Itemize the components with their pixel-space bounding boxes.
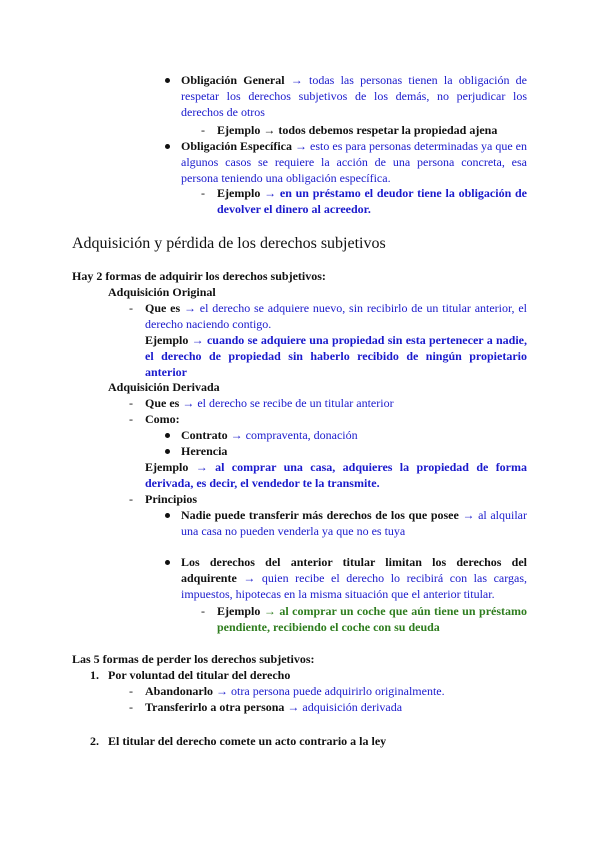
transferirlo-text: → adquisición derivada bbox=[287, 700, 403, 714]
principio-1-text: → al alquilar una casa no pueden venderla ya que no es tuya bbox=[181, 508, 527, 538]
herencia-label: Herencia bbox=[181, 444, 228, 458]
dash-icon: - bbox=[129, 700, 133, 714]
bullet-icon bbox=[165, 144, 170, 149]
original-example-label: Ejemplo bbox=[145, 333, 189, 347]
obligacion-especifica-label: Obligación Específica bbox=[181, 139, 293, 153]
abandonarlo-label: Abandonarlo bbox=[145, 684, 214, 698]
como-label: Como: bbox=[145, 412, 180, 426]
principio-2-text: → quien recibe el derecho lo recibirá con las cargas, impuestos, hipotecas en la misma situación que el anterior titular. bbox=[181, 571, 527, 601]
derivada-que-es-label: Que es bbox=[145, 396, 180, 410]
original-que-es bbox=[145, 300, 527, 332]
dash-icon: - bbox=[129, 412, 133, 426]
principios-label: Principios bbox=[145, 492, 198, 506]
obligacion-especifica-paragraph bbox=[181, 138, 527, 186]
original-example bbox=[145, 332, 527, 380]
perdida-item-2: El titular del derecho comete un acto contrario a la ley bbox=[108, 734, 387, 748]
adquisicion-intro: Hay 2 formas de adquirir los derechos subjetivos: bbox=[72, 269, 326, 283]
principio-2-example-text: → al comprar un coche que aún tiene un préstamo pendiente, recibiendo el coche con su deuda bbox=[217, 604, 528, 634]
derivada-example-label: Ejemplo bbox=[145, 460, 189, 474]
derivada-example bbox=[145, 459, 527, 491]
abandonarlo-item bbox=[145, 683, 445, 699]
adquisicion-original-title: Adquisición Original bbox=[108, 285, 216, 299]
contrato-label: Contrato bbox=[181, 428, 228, 442]
obligacion-general-label: Obligación General bbox=[181, 73, 285, 87]
perdida-item-1: Por voluntad del titular del derecho bbox=[108, 668, 291, 682]
oe-example-label: Ejemplo bbox=[217, 186, 261, 200]
principio-1-label: Nadie puede transferir más derechos de los que posee bbox=[181, 508, 459, 522]
bullet-icon bbox=[165, 513, 170, 518]
perdida-intro: Las 5 formas de perder los derechos subjetivos: bbox=[72, 652, 315, 666]
section-heading: Adquisición y pérdida de los derechos subjetivos bbox=[72, 235, 386, 252]
derivada-que-es-text: → el derecho se recibe de un titular anterior bbox=[182, 396, 394, 410]
oe-example bbox=[217, 185, 527, 217]
bullet-icon bbox=[165, 433, 170, 438]
obligacion-general-text: → todas las personas tienen la obligación de respetar los derechos subjetivos de los demás, no perjudicar los derechos de otros bbox=[181, 73, 527, 119]
og-example bbox=[217, 122, 497, 138]
principio-2 bbox=[181, 554, 527, 602]
obligacion-especifica-text: → esto es para personas determinadas ya que en algunos casos se requiere la acción de una persona concreta, esa persona teniendo una obligación específica. bbox=[181, 139, 528, 185]
dash-icon: - bbox=[129, 301, 133, 315]
obligacion-general-paragraph bbox=[181, 72, 527, 120]
oe-example-text: → en un préstamo el deudor tiene la obligación de devolver el dinero al acreedor. bbox=[217, 186, 528, 216]
original-example-text: → cuando se adquiere una propiedad sin esta pertenecer a nadie, el derecho de propiedad sin haberlo recibido de ningún propietario anterior bbox=[145, 333, 528, 379]
principio-2-example-label: Ejemplo bbox=[217, 604, 261, 618]
list-number: 1. bbox=[90, 668, 99, 682]
derivada-example-text: → al comprar una casa, adquieres la propiedad de forma derivada, es decir, el vendedor te la transmite. bbox=[145, 460, 528, 490]
bullet-icon bbox=[165, 449, 170, 454]
original-que-es-text: → el derecho se adquiere nuevo, sin recibirlo de un titular anterior, el derecho naciendo contigo. bbox=[145, 301, 527, 331]
abandonarlo-text: → otra persona puede adquirirlo originalmente. bbox=[216, 684, 445, 698]
adquisicion-derivada-title: Adquisición Derivada bbox=[108, 380, 220, 394]
dash-icon: - bbox=[201, 604, 205, 618]
dash-icon: - bbox=[129, 684, 133, 698]
contrato-item bbox=[181, 427, 358, 443]
dash-icon: - bbox=[201, 186, 205, 200]
principio-2-label: Los derechos del anterior titular limitan los derechos del adquirente bbox=[181, 555, 527, 585]
transferirlo-label: Transferirlo a otra persona bbox=[145, 700, 285, 714]
dash-icon: - bbox=[129, 396, 133, 410]
og-example-label: Ejemplo bbox=[217, 123, 261, 137]
derivada-que-es bbox=[145, 395, 394, 411]
dash-icon: - bbox=[201, 123, 205, 137]
principio-1 bbox=[181, 507, 527, 539]
bullet-icon bbox=[165, 78, 170, 83]
principio-2-example bbox=[217, 603, 527, 635]
contrato-text: → compraventa, donación bbox=[230, 428, 358, 442]
og-example-text: → todos debemos respetar la propiedad ajena bbox=[263, 123, 498, 137]
list-number: 2. bbox=[90, 734, 99, 748]
dash-icon: - bbox=[129, 492, 133, 506]
original-que-es-label: Que es bbox=[145, 301, 181, 315]
bullet-icon bbox=[165, 560, 170, 565]
transferirlo-item bbox=[145, 699, 402, 715]
